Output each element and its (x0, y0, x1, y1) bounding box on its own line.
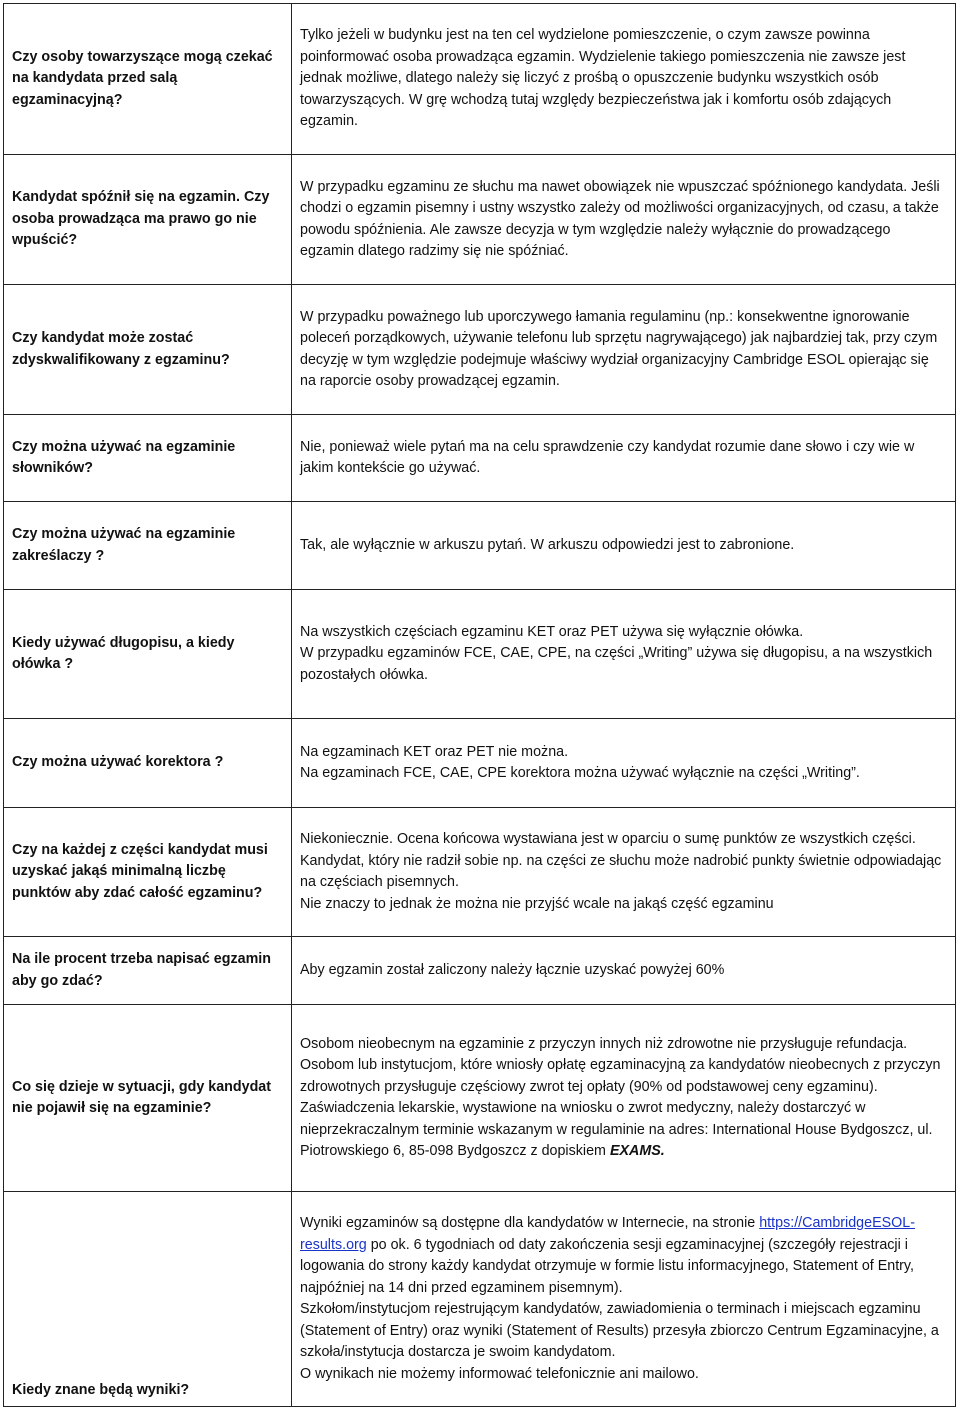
answer-text: Niekoniecznie. Ocena końcowa wystawiana jest w oparciu o sumę punktów ze wszystkich części. Kandydat, który nie radził sobie np. na części ze słuchu może nadrobić punkty świetnie odpowiadając na częściach pisemnych. (300, 831, 942, 890)
question-cell: Na ile procent trzeba napisać egzamin aby go zdać? (4, 937, 292, 1005)
answer-text (300, 1213, 947, 1299)
emphasis-text: EXAMS. (609, 1143, 665, 1159)
faq-table (3, 3, 956, 1407)
answer-main-text: Osobom nieobecnym na egzaminie z przyczyn innych niż zdrowotne nie przysługuje refundacja. Osobom lub instytucjom, które wniosły opłatę egzaminacyjną za kandydatów nieobecnych z przyczyn zdrowotnych przysługuje częściowy zwrot tej opłaty (90% od podstawowej ceny egzaminu). Zaświadczenia lekarskie, wystawione na wniosku o zwrot medyczny, należy dostarczyć w nieprzekraczalnym terminie wskazanym w regulaminie na adres: International House Bydgoszcz, ul. Piotrowskiego 6, 85-098 Bydgoszcz z dopiskiem (300, 1035, 941, 1159)
answer-cell (292, 1005, 956, 1192)
answer-text: Nie, ponieważ wiele pytań ma na celu sprawdzenie czy kandydat rozumie dane słowo i czy wie w jakim kontekście go używać. (300, 438, 915, 476)
table-row (4, 415, 956, 502)
answer-text: Na wszystkich częściach egzaminu KET oraz PET używa się wyłącznie ołówka. (300, 623, 804, 640)
answer-text: Aby egzamin został zaliczony należy łącznie uzyskać powyżej 60% (300, 961, 725, 978)
table-row (4, 590, 956, 719)
answer-text (300, 1034, 947, 1163)
table-row (4, 1005, 956, 1192)
answer-text: Tak, ale wyłącznie w arkuszu pytań. W arkuszu odpowiedzi jest to zabronione. (300, 536, 795, 553)
question-cell: Kiedy używać długopisu, a kiedy ołówka ? (4, 590, 292, 719)
table-row (4, 502, 956, 590)
answer-cell (292, 4, 956, 155)
answer-text-after-link: po ok. 6 tygodniach od daty zakończenia sesji egzaminacyjnej (szczegóły rejestracji i logowania do strony każdy kandydat otrzymuje w formie listu informacyjnego, Statement of Entry, najpóźniej na 14 dni przed egzaminem pisemnym). (300, 1236, 914, 1296)
question-cell: Czy na każdej z części kandydat musi uzyskać jakąś minimalną liczbę punktów aby zdać całość egzaminu? (4, 808, 292, 937)
question-cell: Co się dzieje w sytuacji, gdy kandydat nie pojawił się na egzaminie? (4, 1005, 292, 1192)
question-cell: Czy można używać na egzaminie zakreślaczy ? (4, 502, 292, 590)
answer-cell (292, 937, 956, 1005)
answer-cell (292, 719, 956, 808)
answer-cell (292, 808, 956, 937)
answer-cell (292, 155, 956, 285)
answer-cell (292, 590, 956, 719)
question-cell: Czy można używać korektora ? (4, 719, 292, 808)
answer-text: W przypadku egzaminu ze słuchu ma nawet obowiązek nie wpuszczać spóźnionego kandydata. Jeśli chodzi o egzamin pisemny i ustny wszystko zależy od możliwości organizacyjnych, od czasu, a także powodu spóźnienia. Ale zawsze decyzja w tym względzie należy wyłącznie do prowadzącego egzamin dlatego radzimy się nie spóźniać. (300, 178, 940, 259)
table-row (4, 808, 956, 937)
answer-text: Nie znaczy to jednak że można nie przyjść wcale na jakąś część egzaminu (300, 895, 774, 912)
table-row (4, 1192, 956, 1407)
question-cell: Czy kandydat może zostać zdyskwalifikowany z egzaminu? (4, 285, 292, 415)
question-cell: Kiedy znane będą wyniki? (4, 1192, 292, 1407)
answer-cell (292, 415, 956, 502)
answer-text: Na egzaminach KET oraz PET nie można. (300, 743, 569, 760)
answer-cell (292, 502, 956, 590)
answer-text: Na egzaminach FCE, CAE, CPE korektora można używać wyłącznie na części „Writing”. (300, 765, 860, 781)
answer-text: W przypadku poważnego lub uporczywego łamania regulaminu (np.: konsekwentne ignorowanie poleceń porządkowych, używanie telefonu lub sprzętu nagrywającego) jak najbardziej tak, przy czym decyzję w tym względzie podejmuje właściwy wydział organizacyjny Cambridge ESOL opierając się na raporcie osoby prowadzącej egzamin. (300, 308, 938, 389)
answer-text: Tylko jeżeli w budynku jest na ten cel wydzielone pomieszczenie, o czym zawsze powinna poinformować osoba prowadząca egzamin. Wydzielenie takiego pomieszczenia nie zawsze jest jednak możliwe, dlatego należy się liczyć z prośbą o opuszczenie budynku wszystkich osób towarzyszących. W grę wchodzą tutaj względy bezpieczeństwa jak i komfortu osób zdających egzamin. (300, 27, 906, 130)
table-row (4, 719, 956, 808)
answer-text: O wynikach nie możemy informować telefonicznie ani mailowo. (300, 1365, 699, 1382)
table-row (4, 4, 956, 155)
question-cell: Czy można używać na egzaminie słowników? (4, 415, 292, 502)
question-cell: Czy osoby towarzyszące mogą czekać na kandydata przed salą egzaminacyjną? (4, 4, 292, 155)
table-row (4, 155, 956, 285)
question-cell: Kandydat spóźnił się na egzamin. Czy osoba prowadząca ma prawo go nie wpuścić? (4, 155, 292, 285)
answer-text: W przypadku egzaminów FCE, CAE, CPE, na części „Writing” używa się długopisu, a na wszystkich pozostałych ołówka. (300, 645, 933, 683)
table-row (4, 937, 956, 1005)
results-link[interactable]: https://CambridgeESOL-results.org (300, 1215, 915, 1253)
answer-text-before-link: Wyniki egzaminów są dostępne dla kandydatów w Internecie, na stronie (300, 1215, 756, 1231)
table-row (4, 285, 956, 415)
answer-cell (292, 285, 956, 415)
answer-cell (292, 1192, 956, 1407)
answer-text: Szkołom/instytucjom rejestrującym kandydatów, zawiadomienia o terminach i miejscach egzaminu (Statement of Entry) oraz wyniki (Statement of Results) przesyła zbiorczo Centrum Egzaminacyjne, a szkoła/instytucja dostarcza je swoim kandydatom. (300, 1301, 939, 1360)
